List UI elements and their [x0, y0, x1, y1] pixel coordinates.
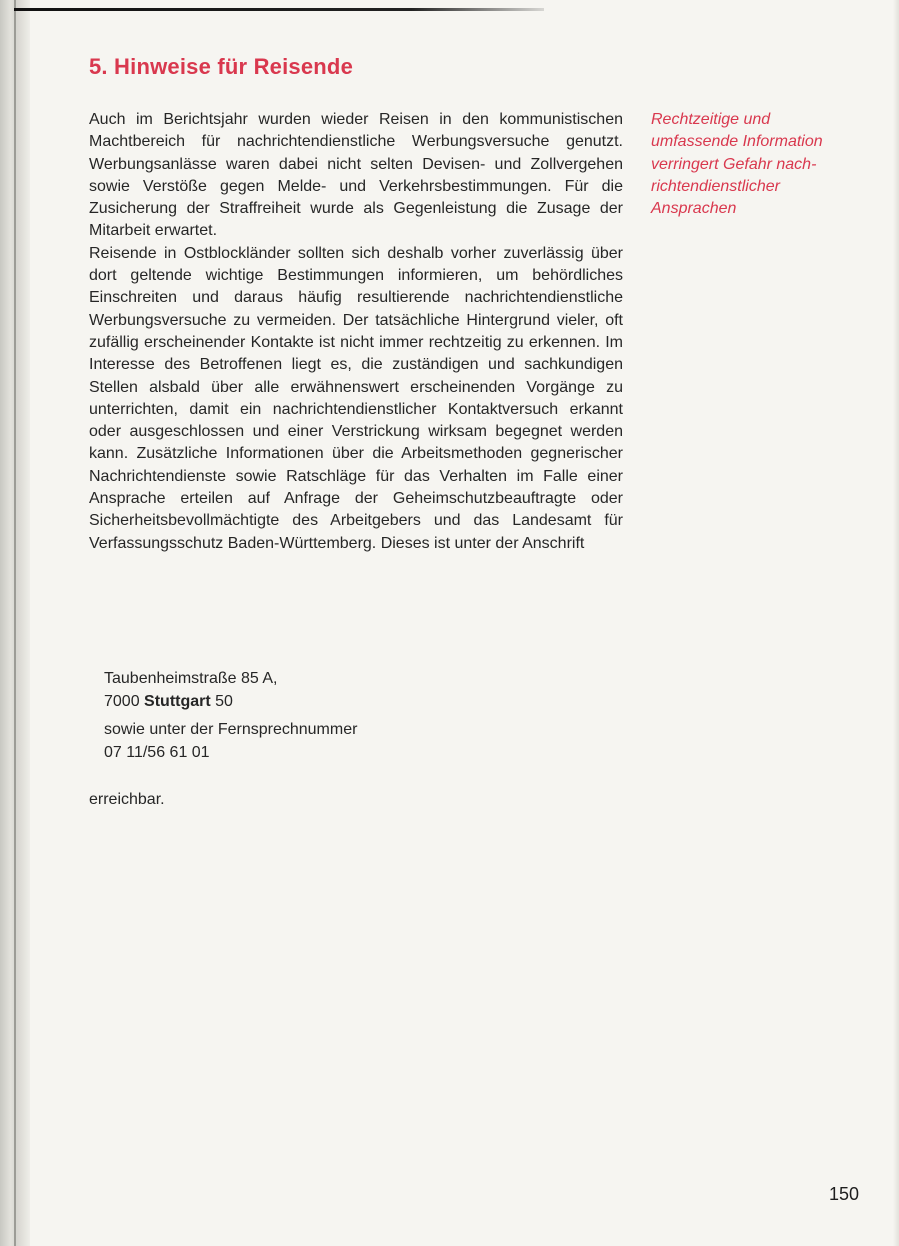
paragraph-advice: Reisende in Ostblockländer sollten sich deshalb vorher zuverlässig über dort geltende wichtige Bestimmungen informieren, um behördliches Einschreiten und daraus häufig resultierende nachrichtendienstliche Werbungsversuche zu vermeiden. Der tatsächliche Hintergrund vieler, oft zufällig erscheinender Kontakte ist nicht immer rechtzeitig zu erkennen. Im Interesse des Betroffenen liegt es, die zuständigen und sachkundigen Stellen alsbald über alle erwähnenswert erscheinenden Vorgänge zu unterrichten, damit ein nachrichtendienstlicher Kontaktversuch erkannt oder ausgeschlossen und einer Verstrickung wirksam begegnet werden kann. Zusätzliche Informationen über die Arbeitsmethoden gegnerischer Nachrichtendienste sowie Ratschläge für das Verhalten im Falle einer Ansprache erteilen auf Anfrage der Geheimschutzbeauftragte oder Sicherheitsbevollmächtigte des Arbeitgebers und das Landesamt für Verfassungsschutz Baden-Württemberg. Dieses ist unter der Anschrift	[89, 244, 623, 552]
page-right-edge	[893, 0, 899, 1246]
top-rule	[14, 8, 544, 11]
book-binding-edge	[0, 0, 30, 1246]
address-postal-code: 7000	[104, 692, 140, 710]
margin-note	[651, 109, 871, 220]
margin-note-line: verringert Gefahr nach-	[651, 155, 817, 173]
body-text	[89, 109, 623, 555]
margin-note-line: umfassende Information	[651, 133, 823, 151]
page-number: 150	[829, 1184, 860, 1204]
phone-intro: sowie unter der Fernsprechnummer	[104, 721, 358, 738]
address-city-line	[104, 691, 357, 714]
address-street: Taubenheimstraße 85 A,	[104, 670, 278, 687]
margin-note-line: richtendienstlicher	[651, 177, 780, 195]
phone-number: 07 11/56 61 01	[104, 743, 210, 761]
address-block	[104, 668, 357, 764]
closing-text: erreichbar.	[89, 791, 165, 808]
address-city: Stuttgart	[144, 692, 211, 710]
paragraph-travel-recruitment: Auch im Berichtsjahr wurden wieder Reisen in den kommunistischen Machtbereich für nachrichtendienstliche Werbungsversuche genutzt. Werbungsanlässe waren dabei nicht selten Devisen- und Zollvergehen sowie Verstöße gegen Melde- und Verkehrsbestimmungen. Für die Zusicherung der Straffreiheit wurde als Gegenleistung die Zusage der Mitarbeit erwartet.	[89, 111, 623, 240]
margin-note-line: Ansprachen	[651, 200, 737, 218]
margin-note-line: Rechtzeitige und	[651, 111, 771, 128]
address-district: 50	[215, 692, 233, 710]
section-heading: 5. Hinweise für Reisende	[89, 54, 353, 79]
